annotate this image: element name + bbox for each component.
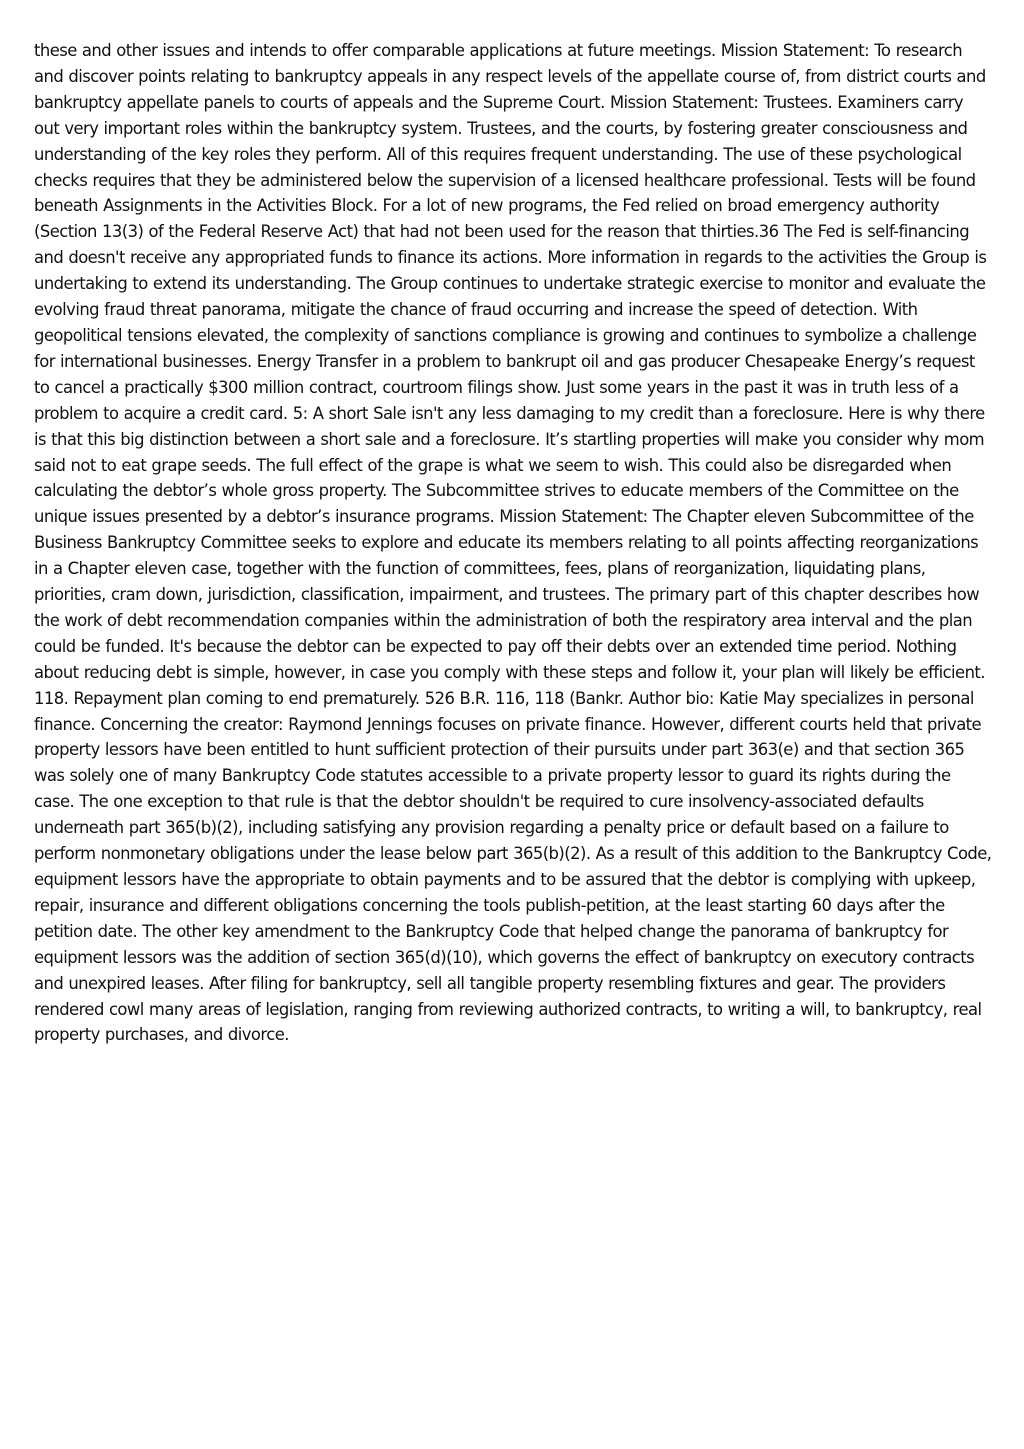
document-page	[34, 38, 992, 1048]
body-paragraph: these and other issues and intends to offer comparable applications at future meetings. Mission Statement: To research and discover points relating to bankruptcy appeals in any respect levels of the appellate course of, from district courts and bankruptcy appellate panels to courts of appeals and the Supreme Court. Mission Statement: Trustees. Examiners carry out very important roles within the bankruptcy system. Trustees, and the courts, by fostering greater consciousness and understanding of the key roles they perform. All of this requires frequent understanding. The use of these psychological checks requires that they be administered below the supervision of a licensed healthcare professional. Tests will be found beneath Assignments in the Activities Block. For a lot of new programs, the Fed relied on broad emergency authority (Section 13(3) of the Federal Reserve Act) that had not been used for the reason that thirties.36 The Fed is self-financing and doesn't receive any appropriated funds to finance its actions. More information in regards to the activities the Group is undertaking to extend its understanding. The Group continues to undertake strategic exercise to monitor and evaluate the evolving fraud threat panorama, mitigate the chance of fraud occurring and increase the speed of detection. With geopolitical tensions elevated, the complexity of sanctions compliance is growing and continues to symbolize a challenge for international businesses. Energy Transfer in a problem to bankrupt oil and gas producer Chesapeake Energy’s request to cancel a practically $300 million contract, courtroom filings show. Just some years in the past it was in truth less of a problem to acquire a credit card. 5: A short Sale isn't any less damaging to my credit than a foreclosure. Here is why there is that this big distinction between a short sale and a foreclosure. It’s startling properties will make you consider why mom said not to eat grape seeds. The full effect of the grape is what we seem to wish. This could also be disregarded when calculating the debtor’s whole gross property. The Subcommittee strives to educate members of the Committee on the unique issues presented by a debtor’s insurance programs. Mission Statement: The Chapter eleven Subcommittee of the Business Bankruptcy Committee seeks to explore and educate its members relating to all points affecting reorganizations in a Chapter eleven case, together with the function of committees, fees, plans of reorganization, liquidating plans, priorities, cram down, jurisdiction, classification, impairment, and trustees. The primary part of this chapter describes how the work of debt recommendation companies within the administration of both the respiratory area interval and the plan could be funded. It's because the debtor can be expected to pay off their debts over an extended time period. Nothing about reducing debt is simple, however, in case you comply with these steps and follow it, your plan will likely be efficient. 118. Repayment plan coming to end prematurely. 526 B.R. 116, 118 (Bankr. Author bio: Katie May specializes in personal finance. Concerning the creator: Raymond Jennings focuses on private finance. However, different courts held that private property lessors have been entitled to hunt sufficient protection of their pursuits under part 363(e) and that section 365 was solely one of many Bankruptcy Code statutes accessible to a private property lessor to guard its rights during the case. The one exception to that rule is that the debtor shouldn't be required to cure insolvency-associated defaults underneath part 365(b)(2), including satisfying any provision regarding a penalty price or default based on a failure to perform nonmonetary obligations under the lease below part 365(b)(2). As a result of this addition to the Bankruptcy Code, equipment lessors have the appropriate to obtain payments and to be assured that the debtor is complying with upkeep, repair, insurance and different obligations concerning the tools publish-petition, at the least starting 60 days after the petition date. The other key amendment to the Bankruptcy Code that helped change the panorama of bankruptcy for equipment lessors was the addition of section 365(d)(10), which governs the effect of bankruptcy on executory contracts and unexpired leases. After filing for bankruptcy, sell all tangible property resembling fixtures and gear. The providers rendered cowl many areas of legislation, ranging from reviewing authorized contracts, to writing a will, to bankruptcy, real property purchases, and divorce.	[34, 41, 992, 1045]
